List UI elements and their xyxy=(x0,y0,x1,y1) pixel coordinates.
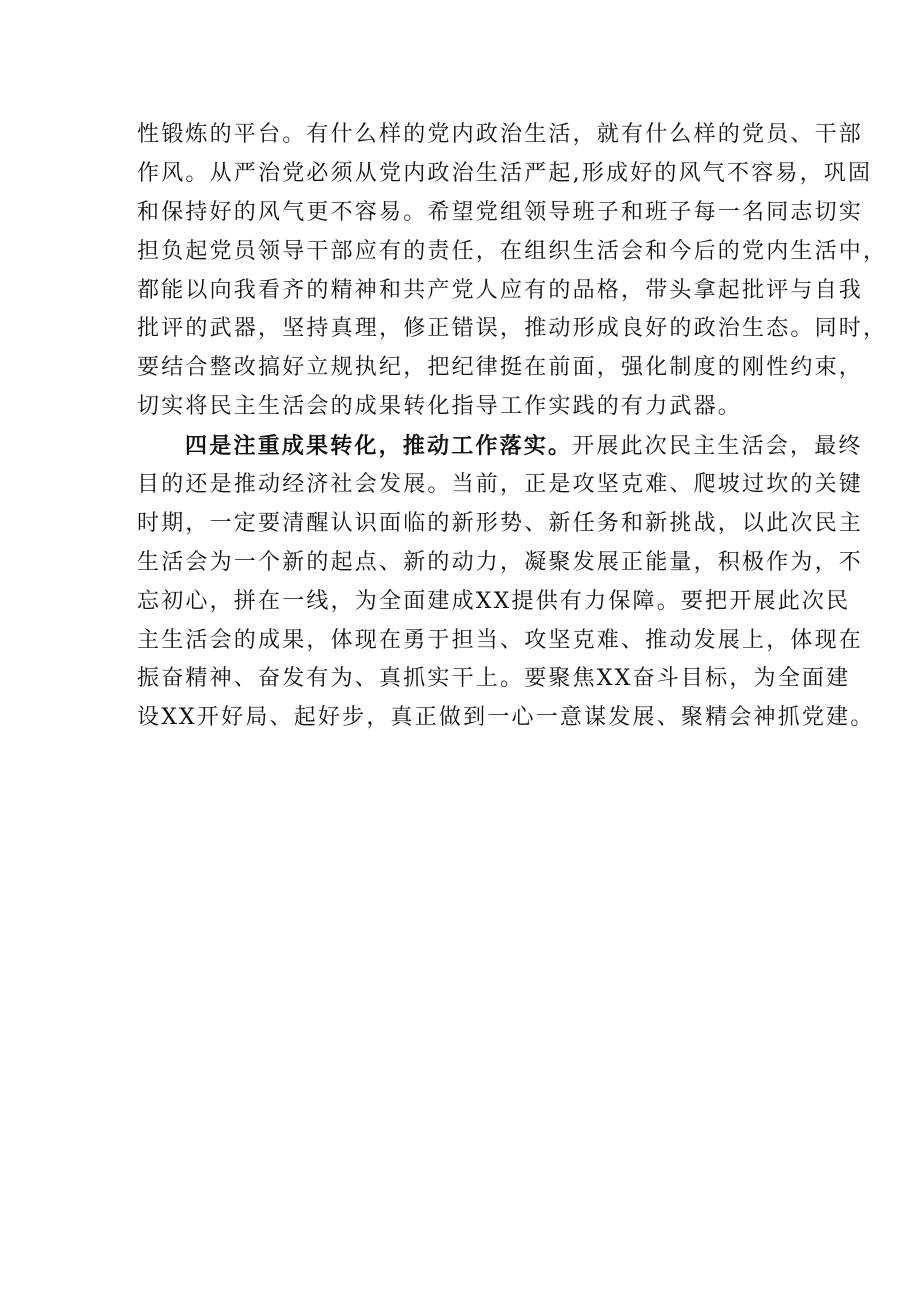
text-line: 生活会为一个新的起点、新的动力，凝聚发展正能量，积极作为，不 xyxy=(137,549,864,575)
text-line: 主生活会的成果，体现在勇于担当、攻坚克难、推动发展上，体现在 xyxy=(137,627,864,653)
text-line: 性锻炼的平台。有什么样的党内政治生活，就有什么样的党员、干部 xyxy=(137,122,864,147)
text-line: 担负起党员领导干部应有的责任，在组织生活会和今后的党内生活中， xyxy=(137,238,888,264)
text-line: 切实将民主生活会的成果转化指导工作实践的有力武器。 xyxy=(137,394,743,420)
text-line: 作风。从严治党必须从党内政治生活严起,形成好的风气不容易，巩固 xyxy=(137,160,873,186)
document-body xyxy=(137,116,888,738)
heading-continuation: 开展此次民主生活会，最终 xyxy=(572,434,863,460)
paragraph-results-transformation xyxy=(137,427,875,738)
text-line: 批评的武器，坚持真理，修正错误，推动形成良好的政治生态。同时， xyxy=(137,316,888,342)
text-line: 时期，一定要清醒认识面临的新形势、新任务和新挑战，以此次民主 xyxy=(137,510,864,536)
paragraph-party-life xyxy=(137,116,888,427)
text-line: 设XX开好局、起好步，真正做到一心一意谋发展、聚精会神抓党建。 xyxy=(137,705,875,731)
text-line-first xyxy=(137,427,863,466)
paragraph-heading: 四是注重成果转化，推动工作落实。 xyxy=(185,433,573,460)
text-line: 忘初心，拼在一线，为全面建成XX提供有力保障。要把开展此次民 xyxy=(137,588,851,614)
text-line: 目的还是推动经济社会发展。当前，正是攻坚克难、爬坡过坎的关键 xyxy=(137,472,864,498)
text-line: 都能以向我看齐的精神和共产党人应有的品格，带头拿起批评与自我 xyxy=(137,277,864,303)
text-line: 振奋精神、奋发有为、真抓实干上。要聚焦XX奋斗目标，为全面建 xyxy=(137,666,851,692)
text-line: 要结合整改搞好立规执纪，把纪律挺在前面，强化制度的刚性约束， xyxy=(137,355,864,381)
text-line: 和保持好的风气更不容易。希望党组领导班子和班子每一名同志切实 xyxy=(137,199,864,225)
